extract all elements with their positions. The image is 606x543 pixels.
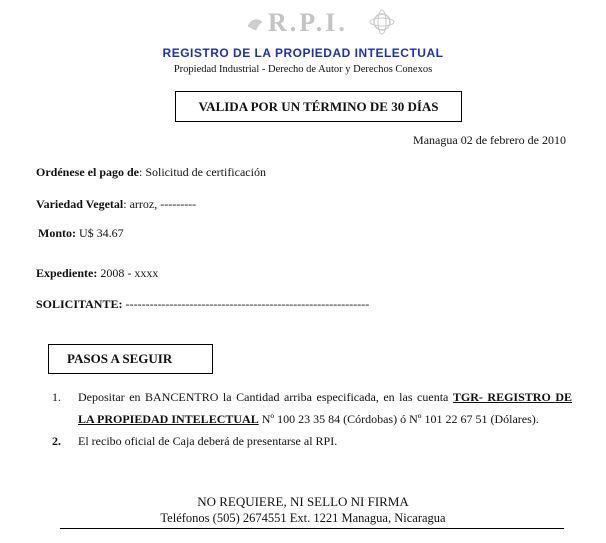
payment-order-field [36,165,266,180]
step-number: 1. [52,390,61,404]
footer-divider [60,528,564,529]
atom-emblem-icon [374,14,390,30]
plant-variety-label: Variedad Vegetal [36,197,124,211]
list-item [52,386,572,430]
organization-title: REGISTRO DE LA PROPIEDAD INTELECTUAL [162,46,444,60]
applicant-value: ------------------------------------------------------------- [122,297,370,311]
amount-field [38,226,124,241]
payment-order-value: : Solicitud de certificación [139,165,266,179]
bank-account-name: TGR- REGISTRO DE LA PROPIEDAD INTELECTUAL [78,390,572,426]
step-text-after: Nº 100 23 35 84 (Córdobas) ó Nº 101 22 67 51 (Dólares). [258,412,539,426]
step-number: 2. [52,434,61,448]
amount-value: U$ 34.67 [76,226,124,240]
payment-order-label: Ordénese el pago de [36,165,139,179]
bird-emblem-icon [248,20,262,30]
logo-text: R.P.I. [268,8,348,37]
applicant-field [36,297,369,312]
steps-list [52,386,572,452]
organization-subtitle: Propiedad Industrial - Derecho de Autor y Derechos Conexos [173,64,433,75]
steps-heading: PASOS A SEGUIR [48,344,213,374]
file-number-label: Expediente: [36,266,98,280]
list-item [52,430,572,452]
plant-variety-field [36,197,196,212]
file-number-value: 2008 - xxxx [97,266,159,280]
amount-label: Monto: [38,226,76,240]
footer-contact: Teléfonos (505) 2674551 Ext. 1221 Managua, Nicaragua [160,511,446,525]
validity-notice: VALIDA POR UN TÉRMINO DE 30 DÍAS [175,91,462,122]
step-text: El recibo oficial de Caja deberá de presentarse al RPI. [78,434,338,448]
applicant-label: SOLICITANTE: [36,297,123,311]
step-text [78,386,572,430]
footer-notice: NO REQUIERE, NI SELLO NI FIRMA [197,494,409,509]
file-number-field [36,266,158,281]
plant-variety-value: : arroz, --------- [123,197,197,211]
step-text-before: Depositar en BANCENTRO la Cantidad arriba especificada, en las cuenta [78,390,453,404]
document-date: Managua 02 de febrero de 2010 [413,133,566,147]
